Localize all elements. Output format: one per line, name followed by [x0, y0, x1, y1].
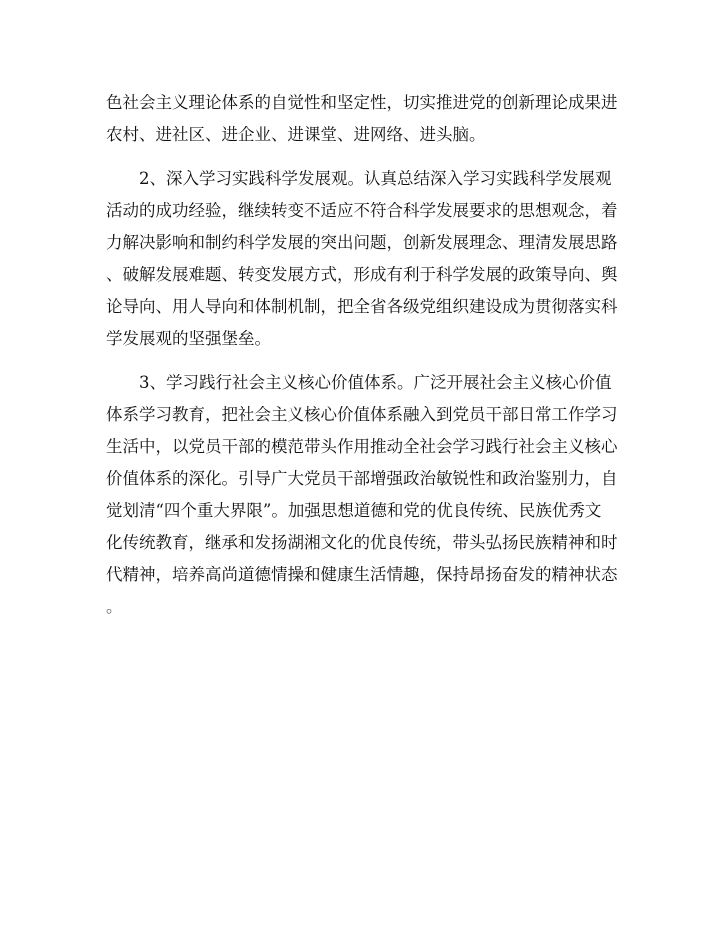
text-line: 体系学习教育，把社会主义核心价值体系融入到党员干部日常工作学习 — [106, 405, 618, 424]
text-line: 化传统教育，继承和发扬湖湘文化的优良传统，带头弘扬民族精神和时 — [106, 533, 618, 552]
text-line: 力解决影响和制约科学发展的突出问题，创新发展理念、理清发展思路 — [106, 233, 618, 252]
text-line: 3、学习践行社会主义核心价值体系。广泛开展社会主义核心价值 — [139, 373, 612, 392]
text-line: 价值体系的深化。引导广大党员干部增强政治敏锐性和政治鉴别力，自 — [106, 469, 618, 488]
text-line: 代精神，培养高尚道德情操和健康生活情趣，保持昂扬奋发的精神状态 — [106, 565, 618, 584]
text-line: 、破解发展难题、转变发展方式，形成有利于科学发展的政策导向、舆 — [106, 265, 618, 284]
text-line: 觉划清“四个重大界限”。加强思想道德和党的优良传统、民族优秀文 — [106, 501, 602, 520]
paragraph-item-2 — [106, 163, 616, 355]
text-line: 色社会主义理论体系的自觉性和坚定性，切实推进党的创新理论成果进 — [106, 93, 618, 112]
paragraph-gap — [106, 355, 616, 367]
text-line: 2、深入学习实践科学发展观。认真总结深入学习实践科学发展观 — [139, 169, 612, 188]
text-line: 论导向、用人导向和体制机制，把全省各级党组织建设成为贯彻落实科 — [106, 297, 618, 316]
text-line: 学发展观的坚强堡垒。 — [106, 329, 271, 348]
text-line: 农村、进社区、进企业、进课堂、进网络、进头脑。 — [106, 125, 486, 144]
paragraph-continuation — [106, 87, 616, 151]
document-body — [106, 87, 616, 623]
text-line: 活动的成功经验，继续转变不适应不符合科学发展要求的思想观念，着 — [106, 201, 618, 220]
paragraph-item-3 — [106, 367, 616, 623]
text-line: 。 — [106, 597, 123, 616]
paragraph-gap — [106, 151, 616, 163]
text-line: 生活中，以党员干部的模范带头作用推动全社会学习践行社会主义核心 — [106, 437, 618, 456]
